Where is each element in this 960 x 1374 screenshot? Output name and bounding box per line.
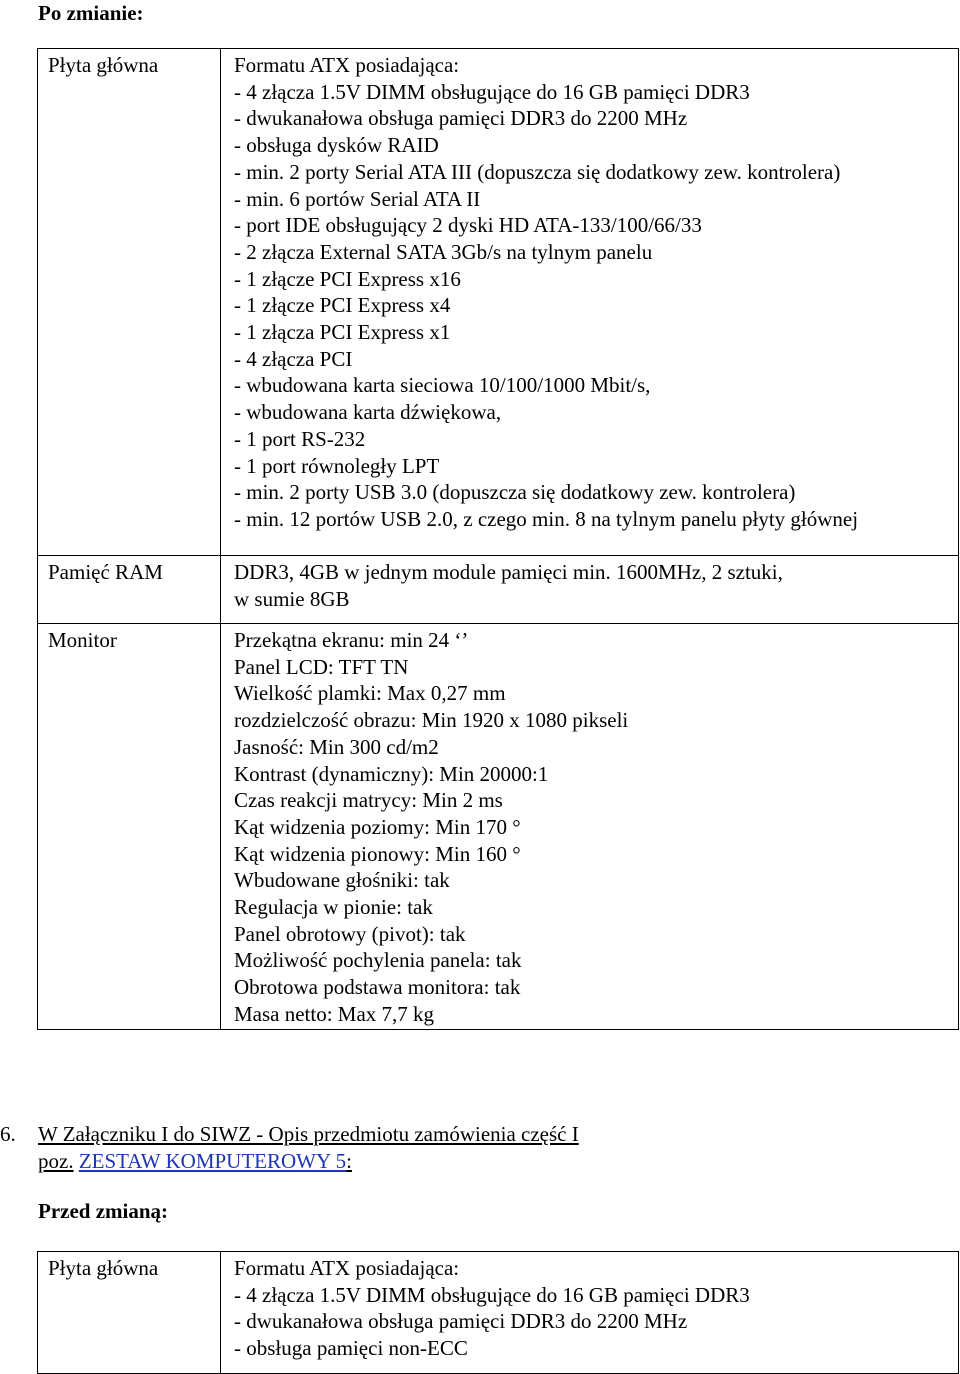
value-line: - 1 port równoległy LPT	[234, 453, 440, 478]
table-row	[38, 1252, 959, 1374]
value-line: Obrotowa podstawa monitora: tak	[234, 975, 521, 1000]
value-line: Kąt widzenia pionowy: Min 160 °	[234, 841, 521, 866]
row-value	[221, 1252, 959, 1374]
value-line: - wbudowana karta sieciowa 10/100/1000 Mbit/s,	[234, 373, 651, 398]
spec-table-after	[37, 48, 959, 1030]
value-line: - 4 złącza 1.5V DIMM obsługujące do 16 GB pamięci DDR3	[234, 1282, 750, 1307]
value-line: - 1 złącze PCI Express x16	[234, 266, 461, 291]
row-label: Monitor	[38, 624, 221, 1030]
value-line: - min. 2 porty Serial ATA III (dopuszcza się dodatkowy zew. kontrolera)	[234, 159, 841, 184]
table-row	[38, 624, 959, 1030]
heading-after-change: Po zmianie:	[38, 1, 144, 25]
value-line: - min. 2 porty USB 3.0 (dopuszcza się dodatkowy zew. kontrolera)	[234, 480, 796, 505]
heading-before-change: Przed zmianą:	[38, 1199, 169, 1223]
row-value	[221, 49, 959, 556]
value-line: - 1 port RS-232	[234, 426, 366, 451]
value-line: - obsługa pamięci non-ECC	[234, 1336, 468, 1361]
value-line: w sumie 8GB	[234, 586, 350, 611]
computer-set-link[interactable]: ZESTAW KOMPUTEROWY 5	[78, 1149, 347, 1173]
value-line: - min. 12 portów USB 2.0, z czego min. 8 na tylnym panelu płyty głównej	[234, 506, 859, 531]
row-label: Płyta główna	[38, 49, 221, 556]
table-row	[38, 49, 959, 556]
value-line: - dwukanałowa obsługa pamięci DDR3 do 2200 MHz	[234, 1309, 688, 1334]
value-line: - obsługa dysków RAID	[234, 133, 439, 158]
value-line: Formatu ATX posiadająca:	[234, 53, 460, 77]
row-value	[221, 556, 959, 624]
row-label: Pamięć RAM	[38, 556, 221, 624]
section-prefix: poz.	[38, 1149, 74, 1173]
value-line: - 1 złącze PCI Express x4	[234, 293, 451, 318]
value-line: Panel LCD: TFT TN	[234, 654, 409, 679]
section-suffix: :	[346, 1149, 352, 1173]
value-line: - 2 złącza External SATA 3Gb/s na tylnym panelu	[234, 239, 653, 264]
value-line: Wbudowane głośniki: tak	[234, 868, 450, 893]
value-line: Masa netto: Max 7,7 kg	[234, 1001, 435, 1026]
value-line: - min. 6 portów Serial ATA II	[234, 186, 481, 211]
value-line: Formatu ATX posiadająca:	[234, 1256, 460, 1280]
table-row	[38, 556, 959, 624]
value-line: Kontrast (dynamiczny): Min 20000:1	[234, 761, 549, 786]
value-line: Przekątna ekranu: min 24 ‘’	[234, 628, 469, 652]
value-line: rozdzielczość obrazu: Min 1920 x 1080 pikseli	[234, 708, 629, 733]
value-line: Czas reakcji matrycy: Min 2 ms	[234, 788, 503, 813]
value-lines	[234, 1255, 958, 1362]
value-line: - dwukanałowa obsługa pamięci DDR3 do 2200 MHz	[234, 106, 688, 131]
value-line: DDR3, 4GB w jednym module pamięci min. 1600MHz, 2 sztuki,	[234, 560, 783, 584]
value-line: Jasność: Min 300 cd/m2	[234, 734, 439, 759]
section-subtitle	[38, 1148, 352, 1175]
value-line: - port IDE obsługujący 2 dyski HD ATA-133/100/66/33	[234, 213, 702, 238]
value-line: - wbudowana karta dźwiękowa,	[234, 400, 502, 425]
value-lines	[234, 559, 958, 612]
row-label: Płyta główna	[38, 1252, 221, 1374]
value-lines	[234, 52, 958, 533]
value-line: Możliwość pochylenia panela: tak	[234, 948, 522, 973]
value-line: Regulacja w pionie: tak	[234, 895, 433, 920]
value-line: Kąt widzenia poziomy: Min 170 °	[234, 814, 521, 839]
value-line: - 1 złącza PCI Express x1	[234, 320, 451, 345]
value-line: - 4 złącza 1.5V DIMM obsługujące do 16 GB pamięci DDR3	[234, 79, 750, 104]
row-value	[221, 624, 959, 1030]
spec-table-before	[37, 1251, 959, 1374]
value-line: Wielkość plamki: Max 0,27 mm	[234, 681, 506, 706]
value-lines	[234, 627, 958, 1028]
value-line: - 4 złącza PCI	[234, 346, 353, 371]
value-line: Panel obrotowy (pivot): tak	[234, 921, 466, 946]
section-title: W Załączniku I do SIWZ - Opis przedmiotu zamówienia część I	[38, 1122, 579, 1146]
section-number: 6.	[0, 1122, 16, 1146]
